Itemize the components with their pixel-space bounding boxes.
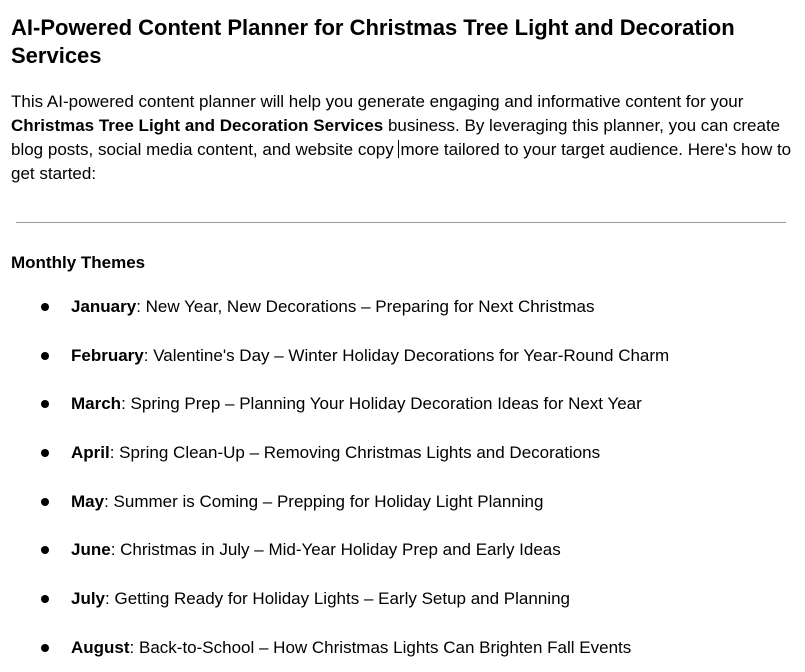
theme-text: : New Year, New Decorations – Preparing for Next Christmas [136,297,595,316]
bullet-icon [41,644,49,652]
monthly-themes-list [11,297,794,658]
bullet-icon [41,546,49,554]
intro-text-part3: more tailored to your target audience. Here's how to get started: [11,140,792,183]
theme-month: April [71,443,110,463]
intro-business-name: Christmas Tree Light and Decoration Services [11,116,384,135]
list-item [11,589,794,609]
intro-paragraph[interactable] [11,90,794,186]
theme-text: : Summer is Coming – Prepping for Holiday Light Planning [104,491,544,511]
list-item [11,492,794,512]
list-item [11,443,794,463]
theme-text: : Christmas in July – Mid-Year Holiday Prep and Early Ideas [110,540,561,560]
list-item [11,394,794,414]
list-item [11,638,794,658]
bullet-icon [41,352,49,360]
theme-month: July [71,589,106,609]
theme-month: June [71,540,111,560]
theme-text: : Getting Ready for Holiday Lights – Early Setup and Planning [105,589,570,609]
bullet-icon [41,303,49,311]
theme-month: February [71,345,144,365]
list-item [11,346,794,366]
horizontal-divider [16,222,786,223]
theme-text: : Valentine's Day – Winter Holiday Decorations for Year-Round Charm [143,345,670,365]
theme-month: January [71,297,137,316]
theme-text: : Spring Clean-Up – Removing Christmas Lights and Decorations [109,443,601,463]
theme-text: : Spring Prep – Planning Your Holiday Decoration Ideas for Next Year [121,394,642,414]
intro-text-part2: business. By leveraging this planner, you can create blog posts, social media content, and website copy [11,116,781,159]
list-item [11,297,794,317]
theme-month: March [71,394,122,414]
theme-month: August [71,637,130,657]
bullet-icon [41,400,49,408]
bullet-icon [41,498,49,506]
section-heading-monthly-themes: Monthly Themes [11,253,146,272]
page-title: AI-Powered Content Planner for Christmas Tree Light and Decoration Services [11,15,735,68]
intro-text-part1: This AI-powered content planner will help you generate engaging and informative content for your [11,92,744,111]
list-item [11,540,794,560]
bullet-icon [41,595,49,603]
theme-text: : Back-to-School – How Christmas Lights Can Brighten Fall Events [129,637,632,657]
bullet-icon [41,449,49,457]
theme-month: May [71,491,105,511]
